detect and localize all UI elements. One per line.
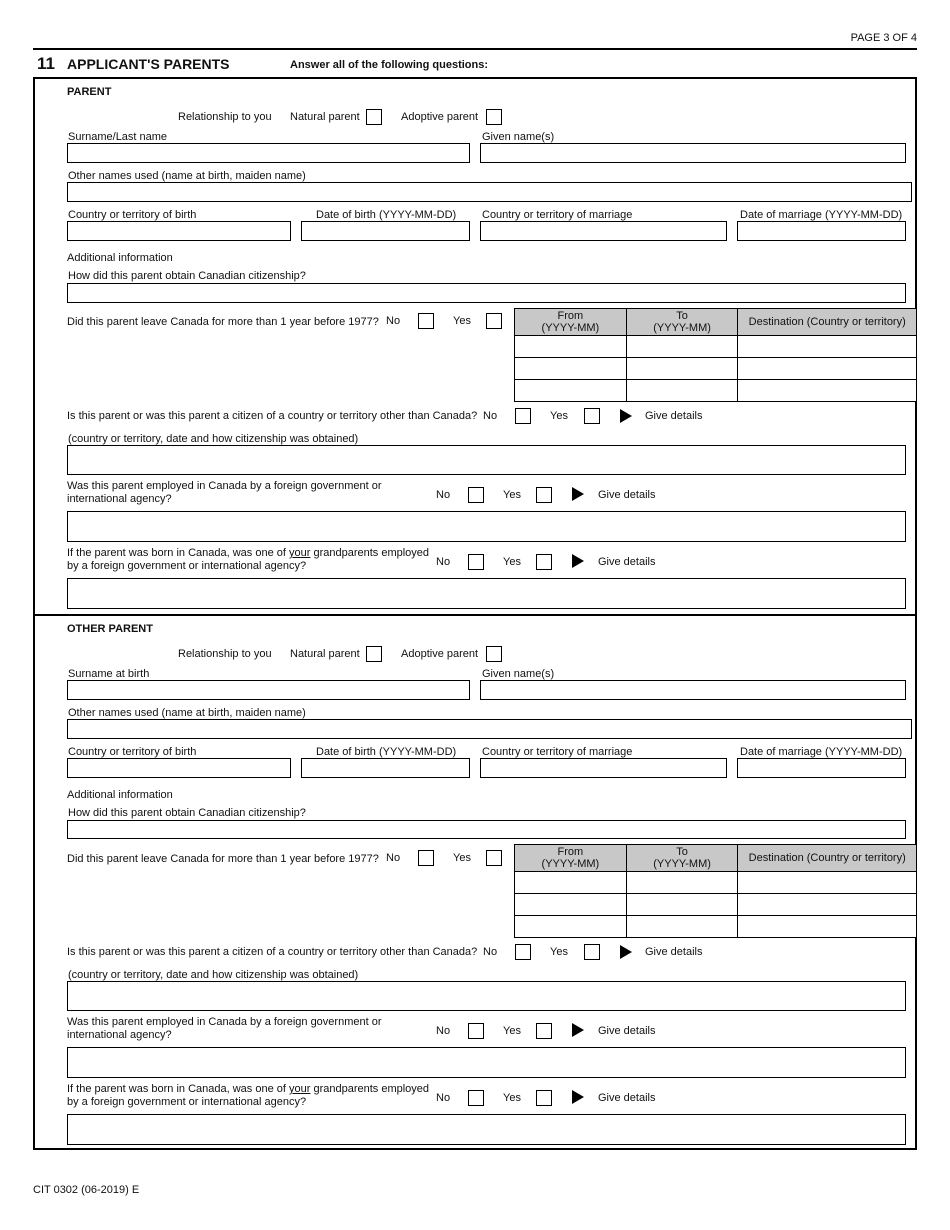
destination-cell[interactable] [738, 358, 917, 380]
grandparents-question-line2: by a foreign government or international agency? [67, 560, 307, 572]
section-instruction: Answer all of the following questions: [290, 59, 489, 71]
section-title: APPLICANT'S PARENTS [67, 56, 230, 72]
from-cell[interactable] [515, 916, 627, 938]
dob-input[interactable] [301, 221, 470, 241]
date-marriage-input[interactable] [737, 221, 906, 241]
table-row [515, 336, 917, 358]
destination-header: Destination (Country or territory) [738, 845, 917, 872]
adoptive-parent-checkbox[interactable] [486, 646, 502, 662]
left-canada-yes-checkbox[interactable] [486, 313, 502, 329]
employed-details-input[interactable] [67, 1047, 906, 1078]
given-names-label: Given name(s) [482, 668, 555, 680]
arrow-right-icon [572, 554, 584, 568]
table-row [515, 872, 917, 894]
give-details-label: Give details [598, 1025, 656, 1037]
citizen-other-no-checkbox[interactable] [515, 408, 531, 424]
given-names-input[interactable] [480, 680, 906, 700]
grandparents-yes-label: Yes [503, 1092, 521, 1104]
adoptive-parent-checkbox[interactable] [486, 109, 502, 125]
adoptive-parent-label: Adoptive parent [401, 648, 479, 660]
to-header: To (YYYY-MM) [626, 845, 738, 872]
employed-no-label: No [436, 1025, 451, 1037]
given-names-label: Given name(s) [482, 131, 555, 143]
country-marriage-input[interactable] [480, 221, 727, 241]
arrow-right-icon [620, 409, 632, 423]
left-canada-yes-checkbox[interactable] [486, 850, 502, 866]
how-citizenship-label: How did this parent obtain Canadian citizenship? [68, 270, 306, 282]
arrow-right-icon [572, 1023, 584, 1037]
give-details-label: Give details [645, 410, 703, 422]
dob-input[interactable] [301, 758, 470, 778]
date-marriage-input[interactable] [737, 758, 906, 778]
citizen-details-label: (country or territory, date and how citizenship was obtained) [68, 969, 359, 981]
left-canada-yes-label: Yes [453, 852, 471, 864]
to-cell[interactable] [626, 916, 738, 938]
country-marriage-label: Country or territory of marriage [482, 209, 633, 221]
section-top-rule [33, 48, 917, 50]
employed-details-input[interactable] [67, 511, 906, 542]
from-cell[interactable] [515, 894, 627, 916]
citizen-other-yes-checkbox[interactable] [584, 408, 600, 424]
natural-parent-label: Natural parent [290, 648, 360, 660]
citizen-details-input[interactable] [67, 445, 906, 475]
to-cell[interactable] [626, 336, 738, 358]
grandparents-no-label: No [436, 1092, 451, 1104]
employed-yes-label: Yes [503, 489, 521, 501]
adoptive-parent-label: Adoptive parent [401, 111, 479, 123]
destination-cell[interactable] [738, 916, 917, 938]
dob-label: Date of birth (YYYY-MM-DD) [316, 209, 457, 221]
employed-no-checkbox[interactable] [468, 487, 484, 503]
grandparents-details-input[interactable] [67, 578, 906, 609]
employed-no-label: No [436, 489, 451, 501]
grandparents-yes-checkbox[interactable] [536, 1090, 552, 1106]
to-cell[interactable] [626, 358, 738, 380]
table-row [515, 894, 917, 916]
grandparents-question-line1: If the parent was born in Canada, was one of your grandparents employed [67, 547, 430, 559]
relationship-label: Relationship to you [178, 648, 272, 660]
left-canada-no-checkbox[interactable] [418, 850, 434, 866]
other-names-label: Other names used (name at birth, maiden name) [68, 707, 306, 719]
grandparents-question-line1: If the parent was born in Canada, was one of your grandparents employed [67, 1083, 430, 1095]
how-citizenship-label: How did this parent obtain Canadian citizenship? [68, 807, 306, 819]
from-cell[interactable] [515, 872, 627, 894]
dob-label: Date of birth (YYYY-MM-DD) [316, 746, 457, 758]
to-cell[interactable] [626, 380, 738, 402]
other-parent-heading: OTHER PARENT [67, 623, 153, 635]
left-canada-no-label: No [386, 315, 401, 327]
destination-cell[interactable] [738, 380, 917, 402]
employed-question-line1: Was this parent employed in Canada by a foreign government or [67, 1016, 382, 1028]
table-row [515, 916, 917, 938]
left-canada-yes-label: Yes [453, 315, 471, 327]
grandparents-yes-checkbox[interactable] [536, 554, 552, 570]
arrow-right-icon [572, 1090, 584, 1104]
page-number: PAGE 3 OF 4 [850, 32, 917, 44]
destination-cell[interactable] [738, 872, 917, 894]
destination-header: Destination (Country or territory) [738, 309, 917, 336]
give-details-label: Give details [598, 489, 656, 501]
country-marriage-input[interactable] [480, 758, 727, 778]
grandparents-yes-label: Yes [503, 556, 521, 568]
to-cell[interactable] [626, 894, 738, 916]
country-birth-input[interactable] [67, 221, 291, 241]
surname-label: Surname at birth [68, 668, 150, 680]
form-code: CIT 0302 (06-2019) E [33, 1184, 140, 1196]
additional-info-label: Additional information [67, 789, 173, 801]
parent-divider [33, 614, 917, 616]
grandparents-no-checkbox[interactable] [468, 1090, 484, 1106]
employed-yes-checkbox[interactable] [536, 1023, 552, 1039]
give-details-label: Give details [598, 1092, 656, 1104]
left-canada-question: Did this parent leave Canada for more than 1 year before 1977? [67, 853, 379, 865]
table-row [515, 380, 917, 402]
parent-heading: PARENT [67, 86, 112, 98]
arrow-right-icon [572, 487, 584, 501]
employed-yes-label: Yes [503, 1025, 521, 1037]
natural-parent-checkbox[interactable] [366, 646, 382, 662]
citizen-other-yes-label: Yes [550, 946, 568, 958]
employed-yes-checkbox[interactable] [536, 487, 552, 503]
left-canada-no-checkbox[interactable] [418, 313, 434, 329]
grandparents-no-checkbox[interactable] [468, 554, 484, 570]
citizen-other-no-label: No [483, 946, 498, 958]
how-citizenship-input[interactable] [67, 820, 906, 839]
country-birth-input[interactable] [67, 758, 291, 778]
citizen-other-question: Is this parent or was this parent a citizen of a country or territory other than Canada? [67, 946, 478, 958]
natural-parent-label: Natural parent [290, 111, 360, 123]
natural-parent-checkbox[interactable] [366, 109, 382, 125]
other-names-input[interactable] [67, 719, 912, 739]
given-names-input[interactable] [480, 143, 906, 163]
citizen-other-yes-checkbox[interactable] [584, 944, 600, 960]
to-cell[interactable] [626, 872, 738, 894]
employed-no-checkbox[interactable] [468, 1023, 484, 1039]
other-names-input[interactable] [67, 182, 912, 202]
date-marriage-label: Date of marriage (YYYY-MM-DD) [740, 746, 903, 758]
surname-input[interactable] [67, 143, 470, 163]
from-cell[interactable] [515, 358, 627, 380]
citizen-other-yes-label: Yes [550, 410, 568, 422]
surname-input[interactable] [67, 680, 470, 700]
from-header: From (YYYY-MM) [515, 845, 627, 872]
table-row [515, 358, 917, 380]
country-marriage-label: Country or territory of marriage [482, 746, 633, 758]
grandparents-details-input[interactable] [67, 1114, 906, 1145]
travel-table-header [515, 309, 917, 336]
grandparents-question-line2: by a foreign government or international agency? [67, 1096, 307, 1108]
citizen-details-label: (country or territory, date and how citizenship was obtained) [68, 433, 359, 445]
how-citizenship-input[interactable] [67, 283, 906, 303]
travel-table-header [515, 845, 917, 872]
section-number: 11 [37, 54, 55, 73]
grandparents-no-label: No [436, 556, 451, 568]
left-canada-question: Did this parent leave Canada for more than 1 year before 1977? [67, 316, 379, 328]
left-canada-no-label: No [386, 852, 401, 864]
arrow-right-icon [620, 945, 632, 959]
surname-label: Surname/Last name [68, 131, 168, 143]
other-names-label: Other names used (name at birth, maiden name) [68, 170, 306, 182]
citizen-other-no-checkbox[interactable] [515, 944, 531, 960]
from-header: From (YYYY-MM) [515, 309, 627, 336]
give-details-label: Give details [598, 556, 656, 568]
to-header: To (YYYY-MM) [626, 309, 738, 336]
country-birth-label: Country or territory of birth [68, 746, 197, 758]
additional-info-label: Additional information [67, 252, 173, 264]
citizen-details-input[interactable] [67, 981, 906, 1011]
destination-cell[interactable] [738, 894, 917, 916]
employed-question-line2: international agency? [67, 493, 172, 505]
give-details-label: Give details [645, 946, 703, 958]
relationship-label: Relationship to you [178, 111, 272, 123]
from-cell[interactable] [515, 380, 627, 402]
employed-question-line1: Was this parent employed in Canada by a foreign government or [67, 480, 382, 492]
from-cell[interactable] [515, 336, 627, 358]
travel-table [514, 308, 917, 402]
employed-question-line2: international agency? [67, 1029, 172, 1041]
country-birth-label: Country or territory of birth [68, 209, 197, 221]
travel-table [514, 844, 917, 938]
citizen-other-no-label: No [483, 410, 498, 422]
destination-cell[interactable] [738, 336, 917, 358]
citizen-other-question: Is this parent or was this parent a citizen of a country or territory other than Canada? [67, 410, 478, 422]
date-marriage-label: Date of marriage (YYYY-MM-DD) [740, 209, 903, 221]
